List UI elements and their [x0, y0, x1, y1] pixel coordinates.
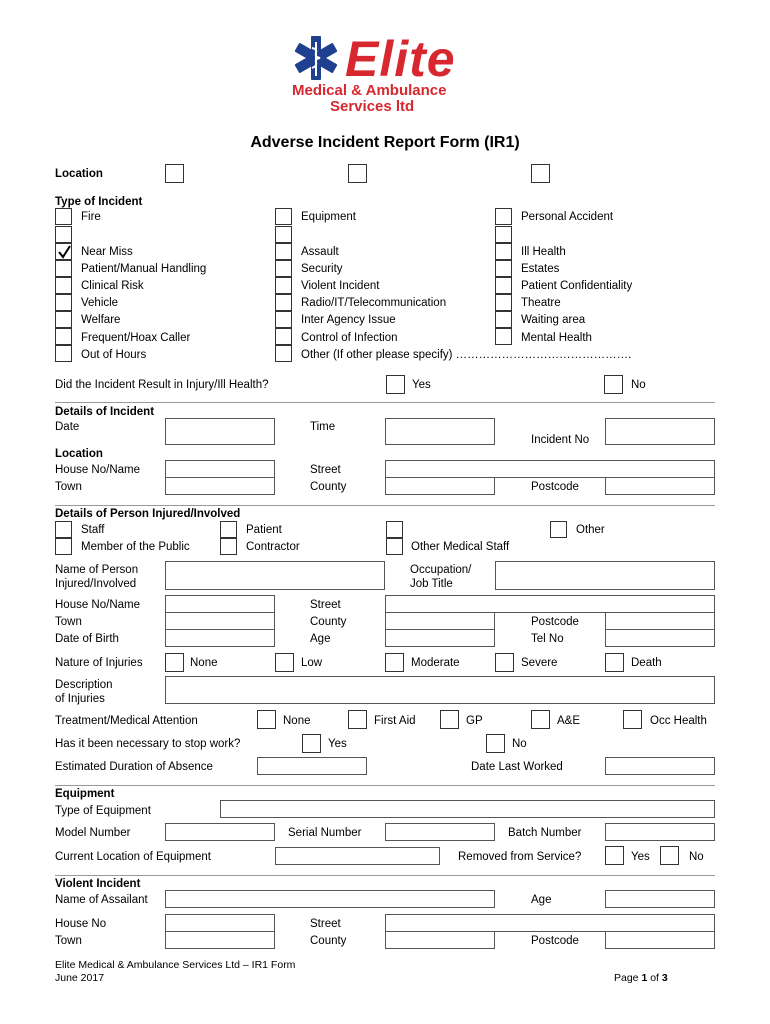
nature-label: Nature of Injuries: [55, 657, 143, 669]
option-vehicle: Vehicle: [81, 297, 119, 309]
footer-line1: Elite Medical & Ambulance Services Ltd – IR1 Form: [55, 959, 296, 971]
option-radio-it: Radio/IT/Telecommunication: [301, 297, 447, 309]
severity-severe-label: Severe: [521, 657, 558, 669]
stop-work-no-checkbox[interactable]: [486, 734, 505, 753]
option-welfare: Welfare: [81, 314, 121, 326]
member-public-label: Member of the Public: [81, 541, 190, 553]
model-label: Model Number: [55, 827, 131, 839]
violent-street-field[interactable]: [385, 914, 715, 932]
time-label: Time: [310, 421, 336, 433]
equipment-type-field[interactable]: [220, 800, 715, 818]
other-checkbox[interactable]: [550, 521, 567, 538]
option-mental-health: Mental Health: [521, 332, 592, 344]
absence-field[interactable]: [257, 757, 367, 775]
checkbox-patient-confidentiality[interactable]: [495, 277, 512, 294]
town-field[interactable]: [165, 477, 275, 495]
tel-field[interactable]: [605, 629, 715, 647]
injury-question: Did the Incident Result in Injury/Ill Health?: [55, 379, 269, 391]
removed-label: Removed from Service?: [458, 851, 582, 863]
severity-low-checkbox[interactable]: [275, 653, 294, 672]
checkmark-icon: [56, 244, 73, 261]
incident-no-field[interactable]: [605, 418, 715, 445]
description-label-1: Description: [55, 679, 113, 691]
treatment-occ-health-label: Occ Health: [650, 715, 707, 727]
checkbox-other[interactable]: [275, 345, 292, 362]
injury-yes-checkbox[interactable]: [386, 375, 405, 394]
assailant-age-field[interactable]: [605, 890, 715, 908]
dob-label: Date of Birth: [55, 633, 119, 645]
equipment-heading: Equipment: [55, 788, 115, 800]
checkbox-fire[interactable]: [55, 208, 72, 225]
serial-field[interactable]: [385, 823, 495, 841]
option-security: Security: [301, 263, 343, 275]
injury-no-label: No: [631, 379, 646, 391]
assailant-field[interactable]: [165, 890, 495, 908]
person-county-label: County: [310, 616, 347, 628]
member-public-checkbox[interactable]: [55, 538, 72, 555]
serial-label: Serial Number: [288, 827, 362, 839]
footer-line2: June 2017: [55, 972, 105, 984]
checkbox-ill-health[interactable]: [495, 243, 512, 260]
option-patient-handling: Patient/Manual Handling: [81, 263, 207, 275]
form-title: Adverse Incident Report Form (IR1): [250, 134, 520, 151]
checkbox-near-miss[interactable]: [55, 243, 72, 260]
option-clinical-risk: Clinical Risk: [81, 280, 144, 292]
date-field[interactable]: [165, 418, 275, 445]
violent-house-field[interactable]: [165, 914, 275, 932]
treatment-occ-health-checkbox[interactable]: [623, 710, 642, 729]
treatment-none-label: None: [283, 715, 311, 727]
violent-postcode-field[interactable]: [605, 931, 715, 949]
person-street-label: Street: [310, 599, 341, 611]
severity-moderate-label: Moderate: [411, 657, 460, 669]
severity-death-checkbox[interactable]: [605, 653, 624, 672]
option-infection: Control of Infection: [301, 332, 398, 344]
logo-line1: Medical & Ambulance: [292, 82, 447, 99]
date-label: Date: [55, 421, 80, 433]
model-field[interactable]: [165, 823, 275, 841]
stop-work-no-label: No: [512, 738, 527, 750]
batch-field[interactable]: [605, 823, 715, 841]
age-label: Age: [310, 633, 331, 645]
dob-field[interactable]: [165, 629, 275, 647]
option-fire: Fire: [81, 211, 101, 223]
severity-death-label: Death: [631, 657, 662, 669]
other-medical-checkbox[interactable]: [386, 538, 403, 555]
town-label: Town: [55, 481, 82, 493]
checkbox-equipment[interactable]: [275, 208, 292, 225]
treatment-gp-label: GP: [466, 715, 483, 727]
other-medical-label: Other Medical Staff: [411, 541, 510, 553]
checkbox-blank-3[interactable]: [495, 226, 512, 243]
violent-heading: Violent Incident: [55, 878, 141, 890]
treatment-gp-checkbox[interactable]: [440, 710, 459, 729]
tel-label: Tel No: [531, 633, 564, 645]
details-heading: Details of Incident: [55, 406, 155, 418]
assailant-label: Name of Assailant: [55, 894, 148, 906]
person-house-field[interactable]: [165, 595, 275, 613]
option-hoax-caller: Frequent/Hoax Caller: [81, 332, 191, 344]
page-number: [614, 971, 668, 985]
location-checkbox-3[interactable]: [531, 164, 550, 183]
treatment-none-checkbox[interactable]: [257, 710, 276, 729]
violent-street-label: Street: [310, 918, 341, 930]
divider: [55, 875, 715, 876]
person-name-field[interactable]: [165, 561, 385, 590]
severity-low-label: Low: [301, 657, 323, 669]
treatment-first-aid-label: First Aid: [374, 715, 416, 727]
page-of: of: [647, 972, 662, 984]
injury-yes-label: Yes: [412, 379, 431, 391]
checkbox-theatre[interactable]: [495, 294, 512, 311]
other-label: Other: [576, 524, 605, 536]
checkbox-welfare[interactable]: [55, 311, 72, 328]
person-street-field[interactable]: [385, 595, 715, 613]
name-label-2: Injured/Involved: [55, 578, 137, 590]
checkbox-inter-agency[interactable]: [275, 311, 292, 328]
staff-label: Staff: [81, 524, 105, 536]
person-heading: Details of Person Injured/Involved: [55, 508, 241, 520]
staff-checkbox[interactable]: [55, 521, 72, 538]
county-label: County: [310, 481, 347, 493]
page-prefix: Page: [614, 972, 642, 984]
divider: [55, 785, 715, 786]
option-near-miss: Near Miss: [81, 246, 133, 258]
option-out-of-hours: Out of Hours: [81, 349, 147, 361]
checkbox-hoax-caller[interactable]: [55, 328, 72, 345]
divider: [55, 402, 715, 403]
blank-checkbox[interactable]: [386, 521, 403, 538]
street-label: Street: [310, 464, 341, 476]
checkbox-infection[interactable]: [275, 328, 292, 345]
stop-work-label: Has it been necessary to stop work?: [55, 738, 241, 750]
checkbox-clinical-risk[interactable]: [55, 277, 72, 294]
postcode-field[interactable]: [605, 477, 715, 495]
severity-moderate-checkbox[interactable]: [385, 653, 404, 672]
current-location-field[interactable]: [275, 847, 440, 865]
house-field[interactable]: [165, 460, 275, 478]
page-current: 1: [641, 972, 648, 984]
description-label-2: of Injuries: [55, 693, 105, 705]
current-location-label: Current Location of Equipment: [55, 851, 211, 863]
checkbox-estates[interactable]: [495, 260, 512, 277]
street-field[interactable]: [385, 460, 715, 478]
occupation-label-1: Occupation/: [410, 564, 472, 576]
removed-yes-label: Yes: [631, 851, 650, 863]
severity-none-label: None: [190, 657, 218, 669]
description-field[interactable]: [165, 676, 715, 704]
location-checkbox-2[interactable]: [348, 164, 367, 183]
checkbox-violent-incident[interactable]: [275, 277, 292, 294]
injury-no-checkbox[interactable]: [604, 375, 623, 394]
occupation-label-2: Job Title: [410, 578, 453, 590]
person-town-field[interactable]: [165, 612, 275, 630]
age-field[interactable]: [385, 629, 495, 647]
violent-town-label: Town: [55, 935, 82, 947]
person-postcode-field[interactable]: [605, 612, 715, 630]
option-patient-confidentiality: Patient Confidentiality: [521, 280, 633, 292]
removed-no-checkbox[interactable]: [660, 846, 679, 865]
person-house-label: House No/Name: [55, 599, 141, 611]
last-worked-field[interactable]: [605, 757, 715, 775]
assailant-age-label: Age: [531, 894, 552, 906]
batch-label: Batch Number: [508, 827, 582, 839]
person-town-label: Town: [55, 616, 82, 628]
star-of-life-icon: [292, 34, 340, 82]
absence-label: Estimated Duration of Absence: [55, 761, 213, 773]
option-ill-health: Ill Health: [521, 246, 566, 258]
incident-no-label: Incident No: [531, 434, 590, 446]
treatment-first-aid-checkbox[interactable]: [348, 710, 367, 729]
removed-yes-checkbox[interactable]: [605, 846, 624, 865]
location-checkbox-1[interactable]: [165, 164, 184, 183]
treatment-ae-label: A&E: [557, 715, 581, 727]
type-of-incident-heading: Type of Incident: [55, 196, 143, 208]
person-county-field[interactable]: [385, 612, 495, 630]
option-waiting-area: Waiting area: [521, 314, 586, 326]
checkbox-radio-it[interactable]: [275, 294, 292, 311]
patient-label: Patient: [246, 524, 282, 536]
person-postcode-label: Postcode: [531, 616, 579, 628]
violent-county-field[interactable]: [385, 931, 495, 949]
removed-no-label: No: [689, 851, 704, 863]
time-field[interactable]: [385, 418, 495, 445]
logo-line2: Services ltd: [330, 98, 415, 115]
severity-none-checkbox[interactable]: [165, 653, 184, 672]
page-total: 3: [661, 972, 668, 984]
severity-severe-checkbox[interactable]: [495, 653, 514, 672]
checkbox-personal-accident[interactable]: [495, 208, 512, 225]
location-label: Location: [55, 168, 103, 180]
checkbox-assault[interactable]: [275, 243, 292, 260]
last-worked-label: Date Last Worked: [471, 761, 563, 773]
option-other: Other (If other please specify) ……………………………………….: [301, 349, 632, 361]
logo-brand: Elite: [345, 31, 456, 87]
contractor-label: Contractor: [246, 541, 300, 553]
violent-postcode-label: Postcode: [531, 935, 579, 947]
checkbox-blank-2[interactable]: [275, 226, 292, 243]
contractor-checkbox[interactable]: [220, 538, 237, 555]
postcode-label: Postcode: [531, 481, 579, 493]
county-field[interactable]: [385, 477, 495, 495]
location-heading: Location: [55, 448, 103, 460]
name-label-1: Name of Person: [55, 564, 139, 576]
violent-county-label: County: [310, 935, 347, 947]
patient-checkbox[interactable]: [220, 521, 237, 538]
violent-house-label: House No: [55, 918, 107, 930]
divider: [55, 505, 715, 506]
option-estates: Estates: [521, 263, 560, 275]
house-label: House No/Name: [55, 464, 141, 476]
option-violent-incident: Violent Incident: [301, 280, 380, 292]
checkbox-blank[interactable]: [55, 226, 72, 243]
checkbox-vehicle[interactable]: [55, 294, 72, 311]
equipment-type-label: Type of Equipment: [55, 805, 151, 817]
checkbox-mental-health[interactable]: [495, 328, 512, 345]
checkbox-security[interactable]: [275, 260, 292, 277]
occupation-field[interactable]: [495, 561, 715, 590]
checkbox-waiting-area[interactable]: [495, 311, 512, 328]
option-inter-agency: Inter Agency Issue: [301, 314, 396, 326]
stop-work-yes-label: Yes: [328, 738, 347, 750]
checkbox-patient-handling[interactable]: [55, 260, 72, 277]
stop-work-yes-checkbox[interactable]: [302, 734, 321, 753]
option-theatre: Theatre: [521, 297, 561, 309]
checkbox-out-of-hours[interactable]: [55, 345, 72, 362]
treatment-label: Treatment/Medical Attention: [55, 715, 198, 727]
violent-town-field[interactable]: [165, 931, 275, 949]
treatment-ae-checkbox[interactable]: [531, 710, 550, 729]
option-equipment: Equipment: [301, 211, 356, 223]
option-personal-accident: Personal Accident: [521, 211, 614, 223]
option-assault: Assault: [301, 246, 339, 258]
